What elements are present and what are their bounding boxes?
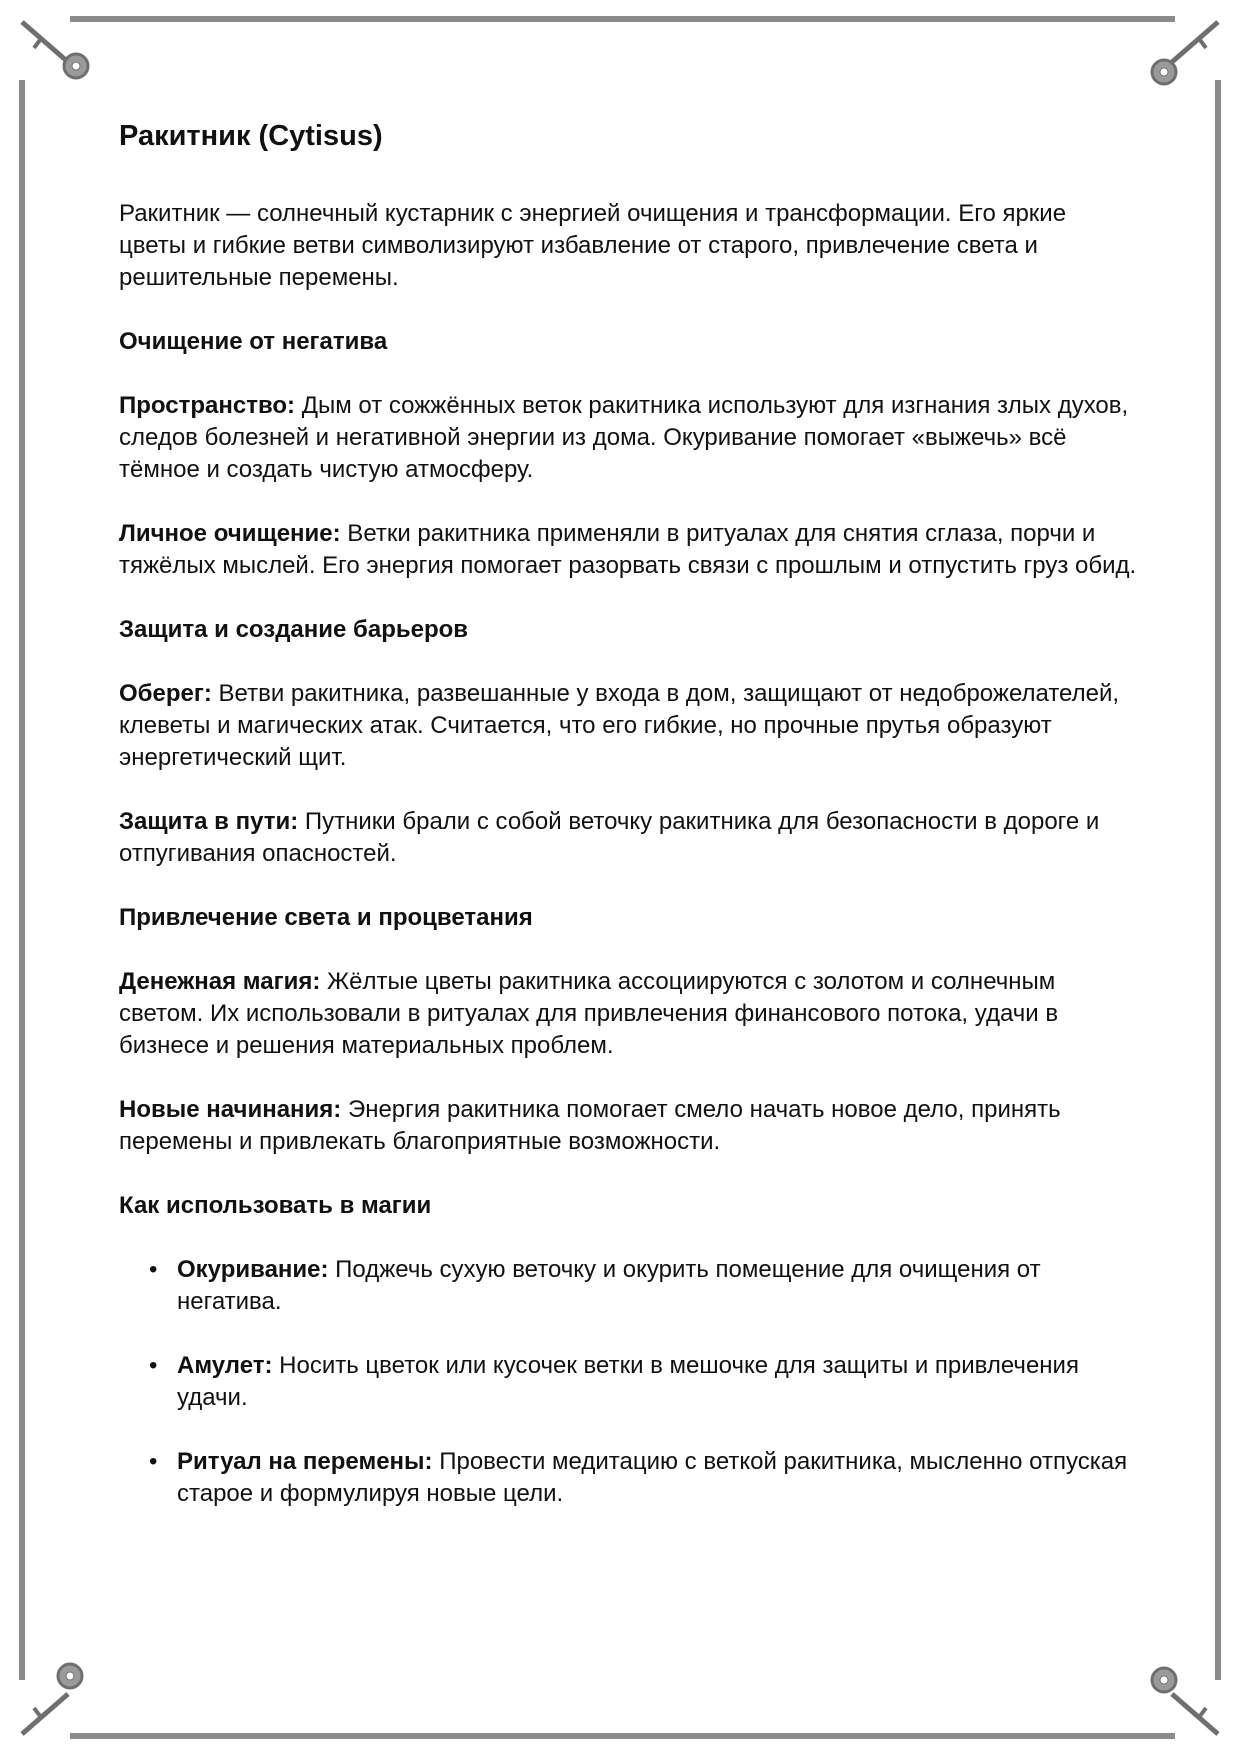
list-item-lead: Амулет:	[177, 1352, 273, 1379]
paragraph-travel-protection	[119, 806, 1139, 870]
key-ornament-icon	[22, 22, 88, 78]
paragraph-lead: Личное очищение:	[119, 520, 341, 547]
list-item-text: Провести медитацию с веткой ракитника, мысленно отпуская старое и формулируя новые цели.	[177, 1448, 1128, 1507]
list-item-lead: Окуривание:	[177, 1256, 329, 1283]
paragraph-money-magic	[119, 966, 1139, 1062]
list-item	[149, 1254, 1139, 1318]
list-item-text: Носить цветок или кусочек ветки в мешочке для защиты и привлечения удачи.	[177, 1352, 1079, 1411]
list-item-text: Поджечь сухую веточку и окурить помещение для очищения от негатива.	[177, 1256, 1041, 1315]
paragraph-lead: Оберег:	[119, 680, 212, 707]
usage-list	[119, 1254, 1139, 1510]
section-heading-protection: Защита и создание барьеров	[119, 616, 469, 643]
section-heading-cleansing: Очищение от негатива	[119, 328, 388, 355]
key-ornament-icon	[1152, 22, 1218, 84]
paragraph-lead: Защита в пути:	[119, 808, 299, 835]
bullet-icon: •	[149, 1352, 158, 1379]
paragraph-lead: Денежная магия:	[119, 968, 321, 995]
paragraph-text: Путники брали с собой веточку ракитника для безопасности в дороге и отпугивания опасностей.	[119, 808, 1100, 867]
key-ornament-icon	[22, 1664, 82, 1734]
paragraph-text: Жёлтые цветы ракитника ассоциируются с золотом и солнечным светом. Их использовали в ритуалах для привлечения финансового потока, удачи в бизнесе и решения материальных проблем.	[119, 968, 1059, 1059]
paragraph-amulet-home	[119, 678, 1139, 774]
paragraph-lead: Пространство:	[119, 392, 296, 419]
paragraph-space	[119, 390, 1139, 486]
intro-paragraph: Ракитник — солнечный кустарник с энергией очищения и трансформации. Его яркие цветы и гибкие ветви символизируют избавление от старого, привлечение света и решительные перемены.	[119, 200, 1067, 291]
list-item	[149, 1350, 1139, 1414]
bullet-icon: •	[149, 1448, 158, 1475]
paragraph-personal-cleansing	[119, 518, 1139, 582]
paragraph-text: Ветки ракитника применяли в ритуалах для снятия сглаза, порчи и тяжёлых мыслей. Его энергия помогает разорвать связи с прошлым и отпустить груз обид.	[119, 520, 1137, 579]
bullet-icon: •	[149, 1256, 158, 1283]
list-item	[149, 1446, 1139, 1510]
key-ornament-icon	[1152, 1668, 1218, 1734]
section-heading-usage: Как использовать в магии	[119, 1192, 432, 1219]
paragraph-text: Ветви ракитника, развешанные у входа в дом, защищают от недоброжелателей, клеветы и магических атак. Считается, что его гибкие, но прочные прутья образуют энергетический щит.	[119, 680, 1120, 771]
paragraph-lead: Новые начинания:	[119, 1096, 342, 1123]
paragraph-text: Энергия ракитника помогает смело начать новое дело, принять перемены и привлекать благоприятные возможности.	[119, 1096, 1061, 1155]
section-heading-prosperity: Привлечение света и процветания	[119, 904, 533, 931]
paragraph-new-beginnings	[119, 1094, 1139, 1158]
list-item-lead: Ритуал на перемены:	[177, 1448, 433, 1475]
document-body	[119, 118, 1139, 1542]
page-title: Ракитник (Cytisus)	[119, 120, 383, 152]
paragraph-text: Дым от сожжённых веток ракитника используют для изгнания злых духов, следов болезней и негативной энергии из дома. Окуривание помогает «выжечь» всё тёмное и создать чистую атмосферу.	[119, 392, 1129, 483]
